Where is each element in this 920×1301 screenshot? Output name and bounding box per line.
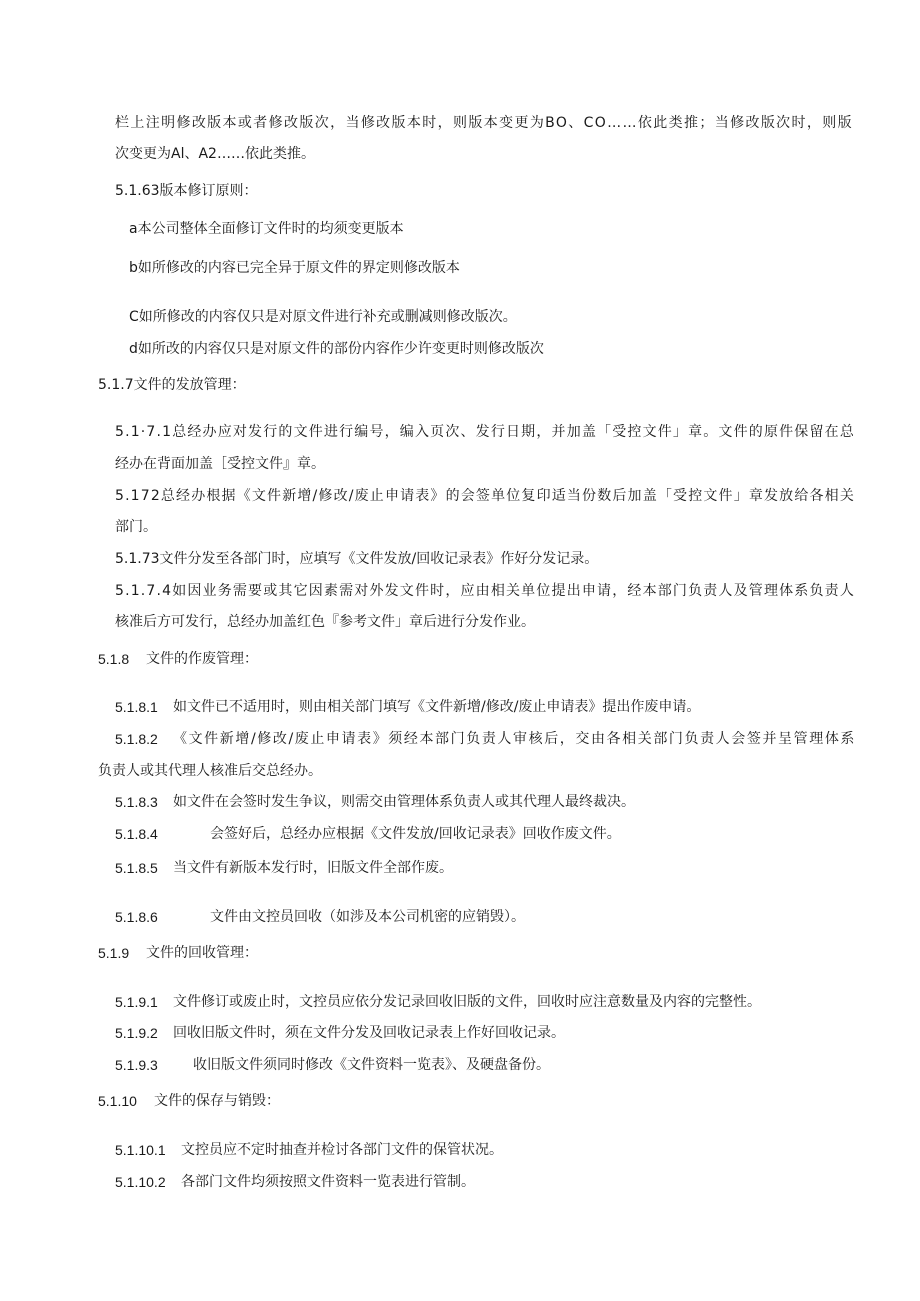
clause-5-1-8-6-number: 5.1.8.6 [115, 909, 158, 925]
clause-5-1-9-3-number: 5.1.9.3 [115, 1057, 158, 1073]
section-5-1-7: 5.1.7文件的发放管理： [98, 377, 246, 393]
clause-5-1-63: 5.1.63版本修订原则： [115, 183, 258, 199]
section-5-1-9-title: 文件的回收管理： [146, 945, 258, 961]
clause-5-1-8-4-text: 会签好后，总经办应根据《文件发放/回收记录表》回收作废文件。 [210, 826, 621, 842]
section-5-1-8-title: 文件的作废管理： [146, 651, 258, 667]
clause-5-1-8-2-text-line2: 负责人或其代理人核准后交总经办。 [98, 763, 322, 779]
clause-5-1-8-2-number: 5.1.8.2 [115, 731, 158, 747]
section-5-1-9-number: 5.1.9 [98, 945, 130, 961]
para-version-line2: 次变更为Al、A2……依此类推。 [115, 146, 315, 162]
clause-5-1-8-5-text: 当文件有新版本发行时，旧版文件全部作废。 [173, 860, 453, 876]
clause-5-1-7-3: 5.1.73文件分发至各部门时，应填写《文件发放/回收记录表》作好分发记录。 [115, 551, 599, 567]
clause-5-1-9-1-number: 5.1.9.1 [115, 994, 158, 1010]
para-version-line1: 栏上注明修改版本或者修改版次，当修改版本时，则版本变更为BO、CO……依此类推；当修改版次时，则版 [115, 115, 853, 131]
clause-5-1-10-2-number: 5.1.10.2 [115, 1174, 166, 1190]
clause-5-1-7-4-line2: 核准后方可发行，总经办加盖红色『参考文件」章后进行分发作业。 [115, 614, 535, 630]
item-d: d如所改的内容仅只是对原文件的部份内容作少许变更时则修改版次 [129, 341, 544, 357]
clause-5-1-10-1-text: 文控员应不定时抽查并检讨各部门文件的保管状况。 [181, 1142, 503, 1158]
clause-5-1-10-1-number: 5.1.10.1 [115, 1142, 166, 1158]
clause-5-1-9-1-text: 文件修订或废止时，文控员应依分发记录回收旧版的文件，回收时应注意数量及内容的完整性。 [173, 994, 761, 1010]
clause-5-1-7-2-line1: 5.172总经办根据《文件新增/修改/废止申请表》的会签单位复印适当份数后加盖「受控文件」章发放给各相关 [115, 488, 855, 504]
clause-5-1-8-2-text: 《文件新增/修改/废止申请表》须经本部门负责人审核后，交由各相关部门负责人会签并呈管理体系 [173, 731, 856, 747]
section-5-1-10-number: 5.1.10 [98, 1093, 137, 1109]
item-a: a本公司整体全面修订文件时的均须变更版本 [129, 221, 404, 237]
clause-5-1-8-4-number: 5.1.8.4 [115, 826, 158, 842]
clause-5-1-9-3-text: 收旧版文件须同时修改《文件资料一览表》、及硬盘备份。 [193, 1057, 550, 1073]
section-5-1-10-title: 文件的保存与销毁： [154, 1093, 280, 1109]
item-c: C如所修改的内容仅只是对原文件进行补充或删减则修改版次。 [129, 309, 517, 325]
clause-5-1-8-3-number: 5.1.8.3 [115, 794, 158, 810]
clause-5-1-8-1-text: 如文件已不适用时，则由相关部门填写《文件新增/修改/废止申请表》提出作废申请。 [173, 699, 701, 715]
item-b: b如所修改的内容已完全异于原文件的界定则修改版本 [129, 260, 460, 276]
clause-5-1-7-1-line1: 5.1·7.1总经办应对发行的文件进行编号，编入页次、发行日期，并加盖「受控文件」章。文件的原件保留在总 [115, 424, 855, 440]
clause-5-1-8-5-number: 5.1.8.5 [115, 860, 158, 876]
clause-5-1-7-1-line2: 经办在背面加盖［受控文件』章。 [115, 456, 325, 472]
clause-5-1-9-2-number: 5.1.9.2 [115, 1025, 158, 1041]
clause-5-1-7-4-line1: 5.1.7.4如因业务需要或其它因素需对外发文件时，应由相关单位提出申请，经本部门负责人及管理体系负责人 [115, 583, 855, 599]
clause-5-1-10-2-text: 各部门文件均须按照文件资料一览表进行管制。 [181, 1174, 475, 1190]
clause-5-1-8-1-number: 5.1.8.1 [115, 699, 158, 715]
section-5-1-8-number: 5.1.8 [98, 651, 130, 667]
clause-5-1-7-2-line2: 部门。 [115, 519, 157, 535]
clause-5-1-8-6-text: 文件由文控员回收（如涉及本公司机密的应销毁）。 [210, 909, 525, 925]
clause-5-1-8-3-text: 如文件在会签时发生争议，则需交由管理体系负责人或其代理人最终裁决。 [173, 794, 635, 810]
clause-5-1-9-2-text: 回收旧版文件时，须在文件分发及回收记录表上作好回收记录。 [173, 1025, 565, 1041]
